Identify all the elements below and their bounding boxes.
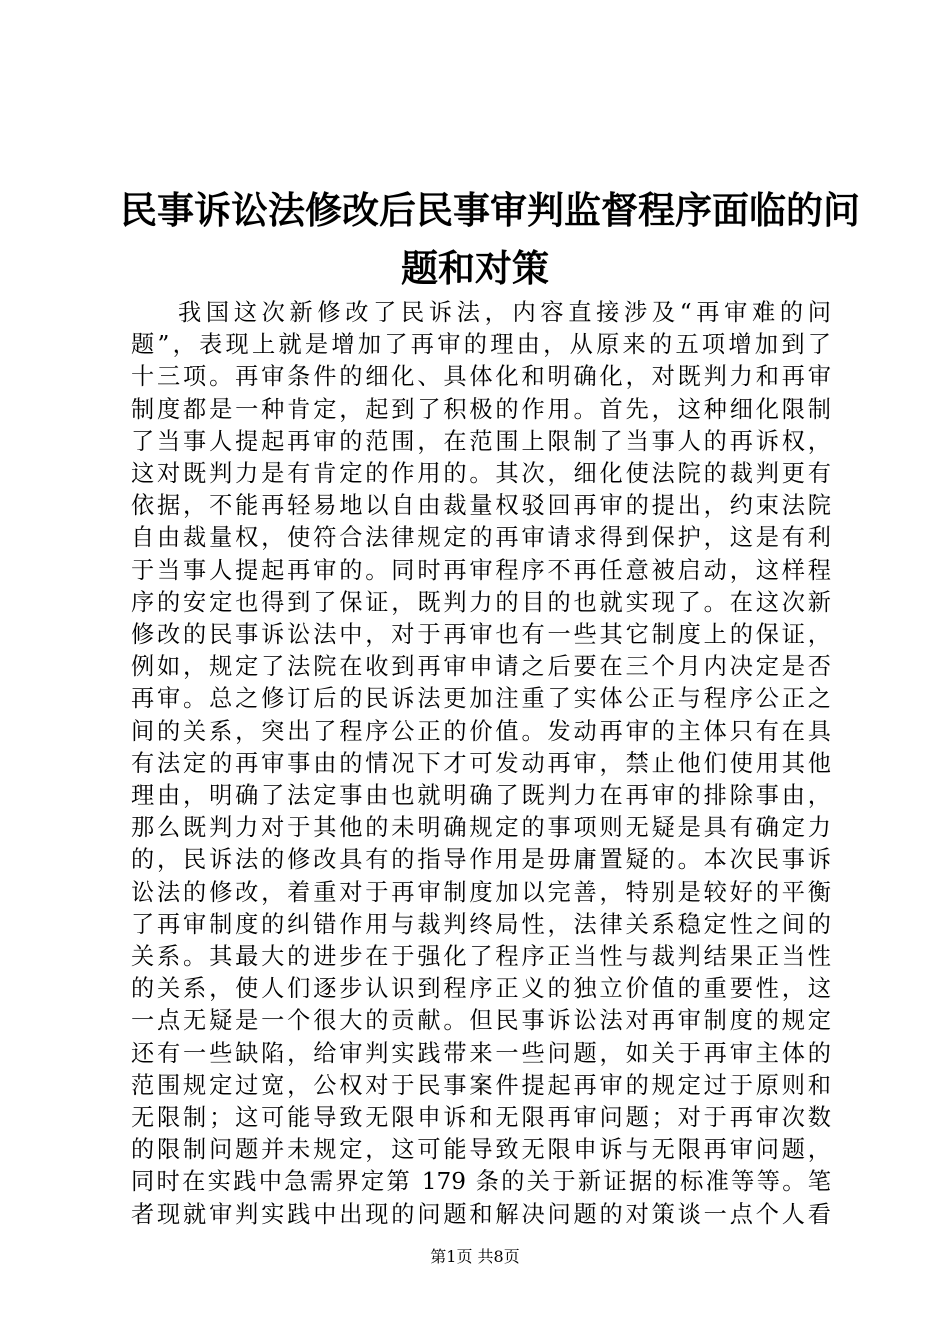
body-line: 制度都是一种肯定，起到了积极的作用。首先，这种细化限制 xyxy=(131,395,831,423)
body-line: 一点无疑是一个很大的贡献。但民事诉讼法对再审制度的规定 xyxy=(131,1007,831,1035)
body-line: 依据，不能再轻易地以自由裁量权驳回再审的提出，约束法院 xyxy=(131,492,831,520)
body-line: 了再审制度的纠错作用与裁判终局性，法律关系稳定性之间的 xyxy=(131,910,831,938)
body-line: 的限制问题并未规定，这可能导致无限申诉与无限再审问题， xyxy=(131,1136,831,1164)
body-line: 关系。其最大的进步在于强化了程序正当性与裁判结果正当性 xyxy=(131,943,831,971)
title-line-1: 民事诉讼法修改后民事审判监督程序面临的问 xyxy=(120,189,860,232)
body-line: 于当事人提起再审的。同时再审程序不再任意被启动，这样程 xyxy=(131,556,831,584)
body-line: 者现就审判实践中出现的问题和解决问题的对策谈一点个人看 xyxy=(131,1200,831,1228)
body-line: 间的关系，突出了程序公正的价值。发动再审的主体只有在具 xyxy=(131,717,831,745)
body-line: 范围规定过宽，公权对于民事案件提起再审的规定过于原则和 xyxy=(131,1071,831,1099)
body-line: 的，民诉法的修改具有的指导作用是毋庸置疑的。本次民事诉 xyxy=(131,846,831,874)
body-line: 序的安定也得到了保证，既判力的目的也就实现了。在这次新 xyxy=(131,588,831,616)
body-line: 有法定的再审事由的情况下才可发动再审，禁止他们使用其他 xyxy=(131,749,831,777)
body-line: 例如，规定了法院在收到再审申请之后要在三个月内决定是否 xyxy=(131,653,831,681)
body-paragraph xyxy=(131,297,831,1231)
body-line: 自由裁量权，使符合法律规定的再审请求得到保护，这是有利 xyxy=(131,524,831,552)
document-title xyxy=(120,182,860,298)
body-line: 的关系，使人们逐步认识到程序正义的独立价值的重要性，这 xyxy=(131,975,831,1003)
page-number-footer: 第1页 共8页 xyxy=(430,1247,520,1266)
body-line: 同时在实践中急需界定第 179 条的关于新证据的标准等等。笔 xyxy=(131,1168,831,1196)
body-line: 这对既判力是有肯定的作用的。其次，细化使法院的裁判更有 xyxy=(131,460,831,488)
body-line: 讼法的修改，着重对于再审制度加以完善，特别是较好的平衡 xyxy=(131,878,831,906)
body-line: 了当事人提起再审的范围，在范围上限制了当事人的再诉权， xyxy=(131,427,831,455)
title-line-2: 题和对策 xyxy=(401,247,549,290)
body-line: 修改的民事诉讼法中，对于再审也有一些其它制度上的保证， xyxy=(131,621,831,649)
body-line: 再审。总之修订后的民诉法更加注重了实体公正与程序公正之 xyxy=(131,685,831,713)
body-line: 理由，明确了法定事由也就明确了既判力在再审的排除事由， xyxy=(131,782,831,810)
body-line: 还有一些缺陷，给审判实践带来一些问题，如关于再审主体的 xyxy=(131,1039,831,1067)
body-line: 无限制；这可能导致无限申诉和无限再审问题；对于再审次数 xyxy=(131,1104,831,1132)
body-line: 题”，表现上就是增加了再审的理由，从原来的五项增加到了 xyxy=(131,331,831,359)
body-line: 十三项。再审条件的细化、具体化和明确化，对既判力和再审 xyxy=(131,363,831,391)
body-line: 那么既判力对于其他的未明确规定的事项则无疑是具有确定力 xyxy=(131,814,831,842)
body-line: 我国这次新修改了民诉法，内容直接涉及“再审难的问 xyxy=(178,299,831,326)
